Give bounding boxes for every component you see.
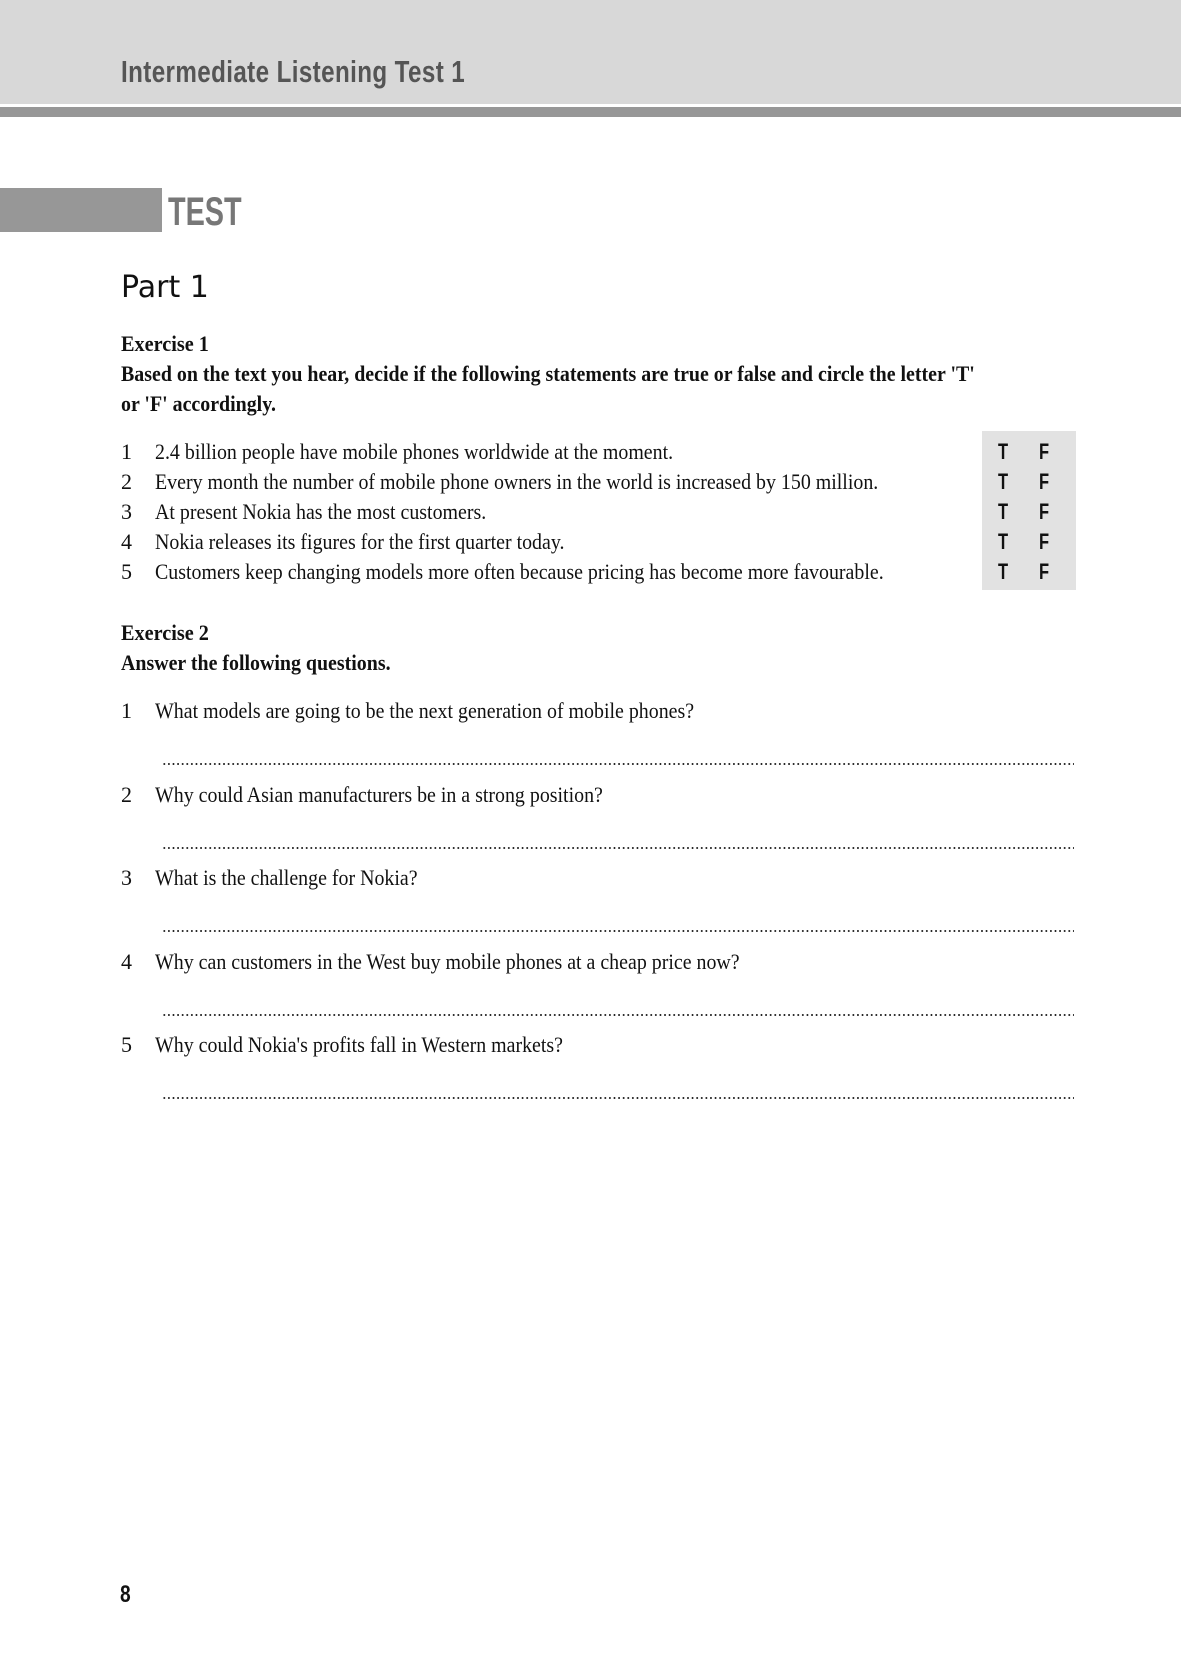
exercise-1-instruction-line-2: or 'F' accordingly. <box>121 391 277 416</box>
true-option[interactable]: T <box>998 469 1009 494</box>
exercise-2-title: Exercise 2 <box>121 620 209 645</box>
true-option[interactable]: T <box>998 559 1009 584</box>
true-option[interactable]: T <box>998 439 1009 464</box>
statement-number: 4 <box>121 529 132 554</box>
exercise-1-title: Exercise 1 <box>121 331 209 356</box>
page-number: 8 <box>120 1581 131 1608</box>
header-title: Intermediate Listening Test 1 <box>121 54 466 89</box>
statement-text: Customers keep changing models more often because pricing has become more favourable. <box>155 559 884 584</box>
false-option[interactable]: F <box>1039 469 1050 494</box>
answer-line[interactable] <box>162 763 1074 765</box>
exercise-2-instruction: Answer the following questions. <box>121 650 391 675</box>
true-false-box <box>982 431 1076 590</box>
question-number: 3 <box>121 865 132 890</box>
exercise-1-instruction-line-1: Based on the text you hear, decide if the following statements are true or false and circle the letter 'T' <box>121 361 975 386</box>
false-option[interactable]: F <box>1039 559 1050 584</box>
false-option[interactable]: F <box>1039 499 1050 524</box>
statement-text: 2.4 billion people have mobile phones worldwide at the moment. <box>155 439 674 464</box>
statement-number: 5 <box>121 559 132 584</box>
question-text: Why can customers in the West buy mobile phones at a cheap price now? <box>155 949 740 974</box>
question-number: 2 <box>121 782 132 807</box>
question-text: What models are going to be the next generation of mobile phones? <box>155 698 695 723</box>
question-number: 1 <box>121 698 132 723</box>
statement-text: Every month the number of mobile phone owners in the world is increased by 150 million. <box>155 469 879 494</box>
header-band <box>0 107 1181 117</box>
question-text: What is the challenge for Nokia? <box>155 865 418 890</box>
false-option[interactable]: F <box>1039 529 1050 554</box>
statement-number: 1 <box>121 439 132 464</box>
section-bar <box>0 188 162 232</box>
statement-number: 2 <box>121 469 132 494</box>
false-option[interactable]: F <box>1039 439 1050 464</box>
answer-line[interactable] <box>162 930 1074 932</box>
question-number: 4 <box>121 949 132 974</box>
statement-number: 3 <box>121 499 132 524</box>
question-text: Why could Asian manufacturers be in a strong position? <box>155 782 603 807</box>
statement-text: Nokia releases its figures for the first quarter today. <box>155 529 565 554</box>
section-label: TEST <box>168 190 242 234</box>
question-number: 5 <box>121 1032 132 1057</box>
answer-line[interactable] <box>162 1014 1074 1016</box>
part-title: Part 1 <box>121 270 209 305</box>
answer-line[interactable] <box>162 1097 1074 1099</box>
statement-text: At present Nokia has the most customers. <box>155 499 487 524</box>
true-option[interactable]: T <box>998 529 1009 554</box>
true-option[interactable]: T <box>998 499 1009 524</box>
answer-line[interactable] <box>162 847 1074 849</box>
question-text: Why could Nokia's profits fall in Western markets? <box>155 1032 564 1057</box>
